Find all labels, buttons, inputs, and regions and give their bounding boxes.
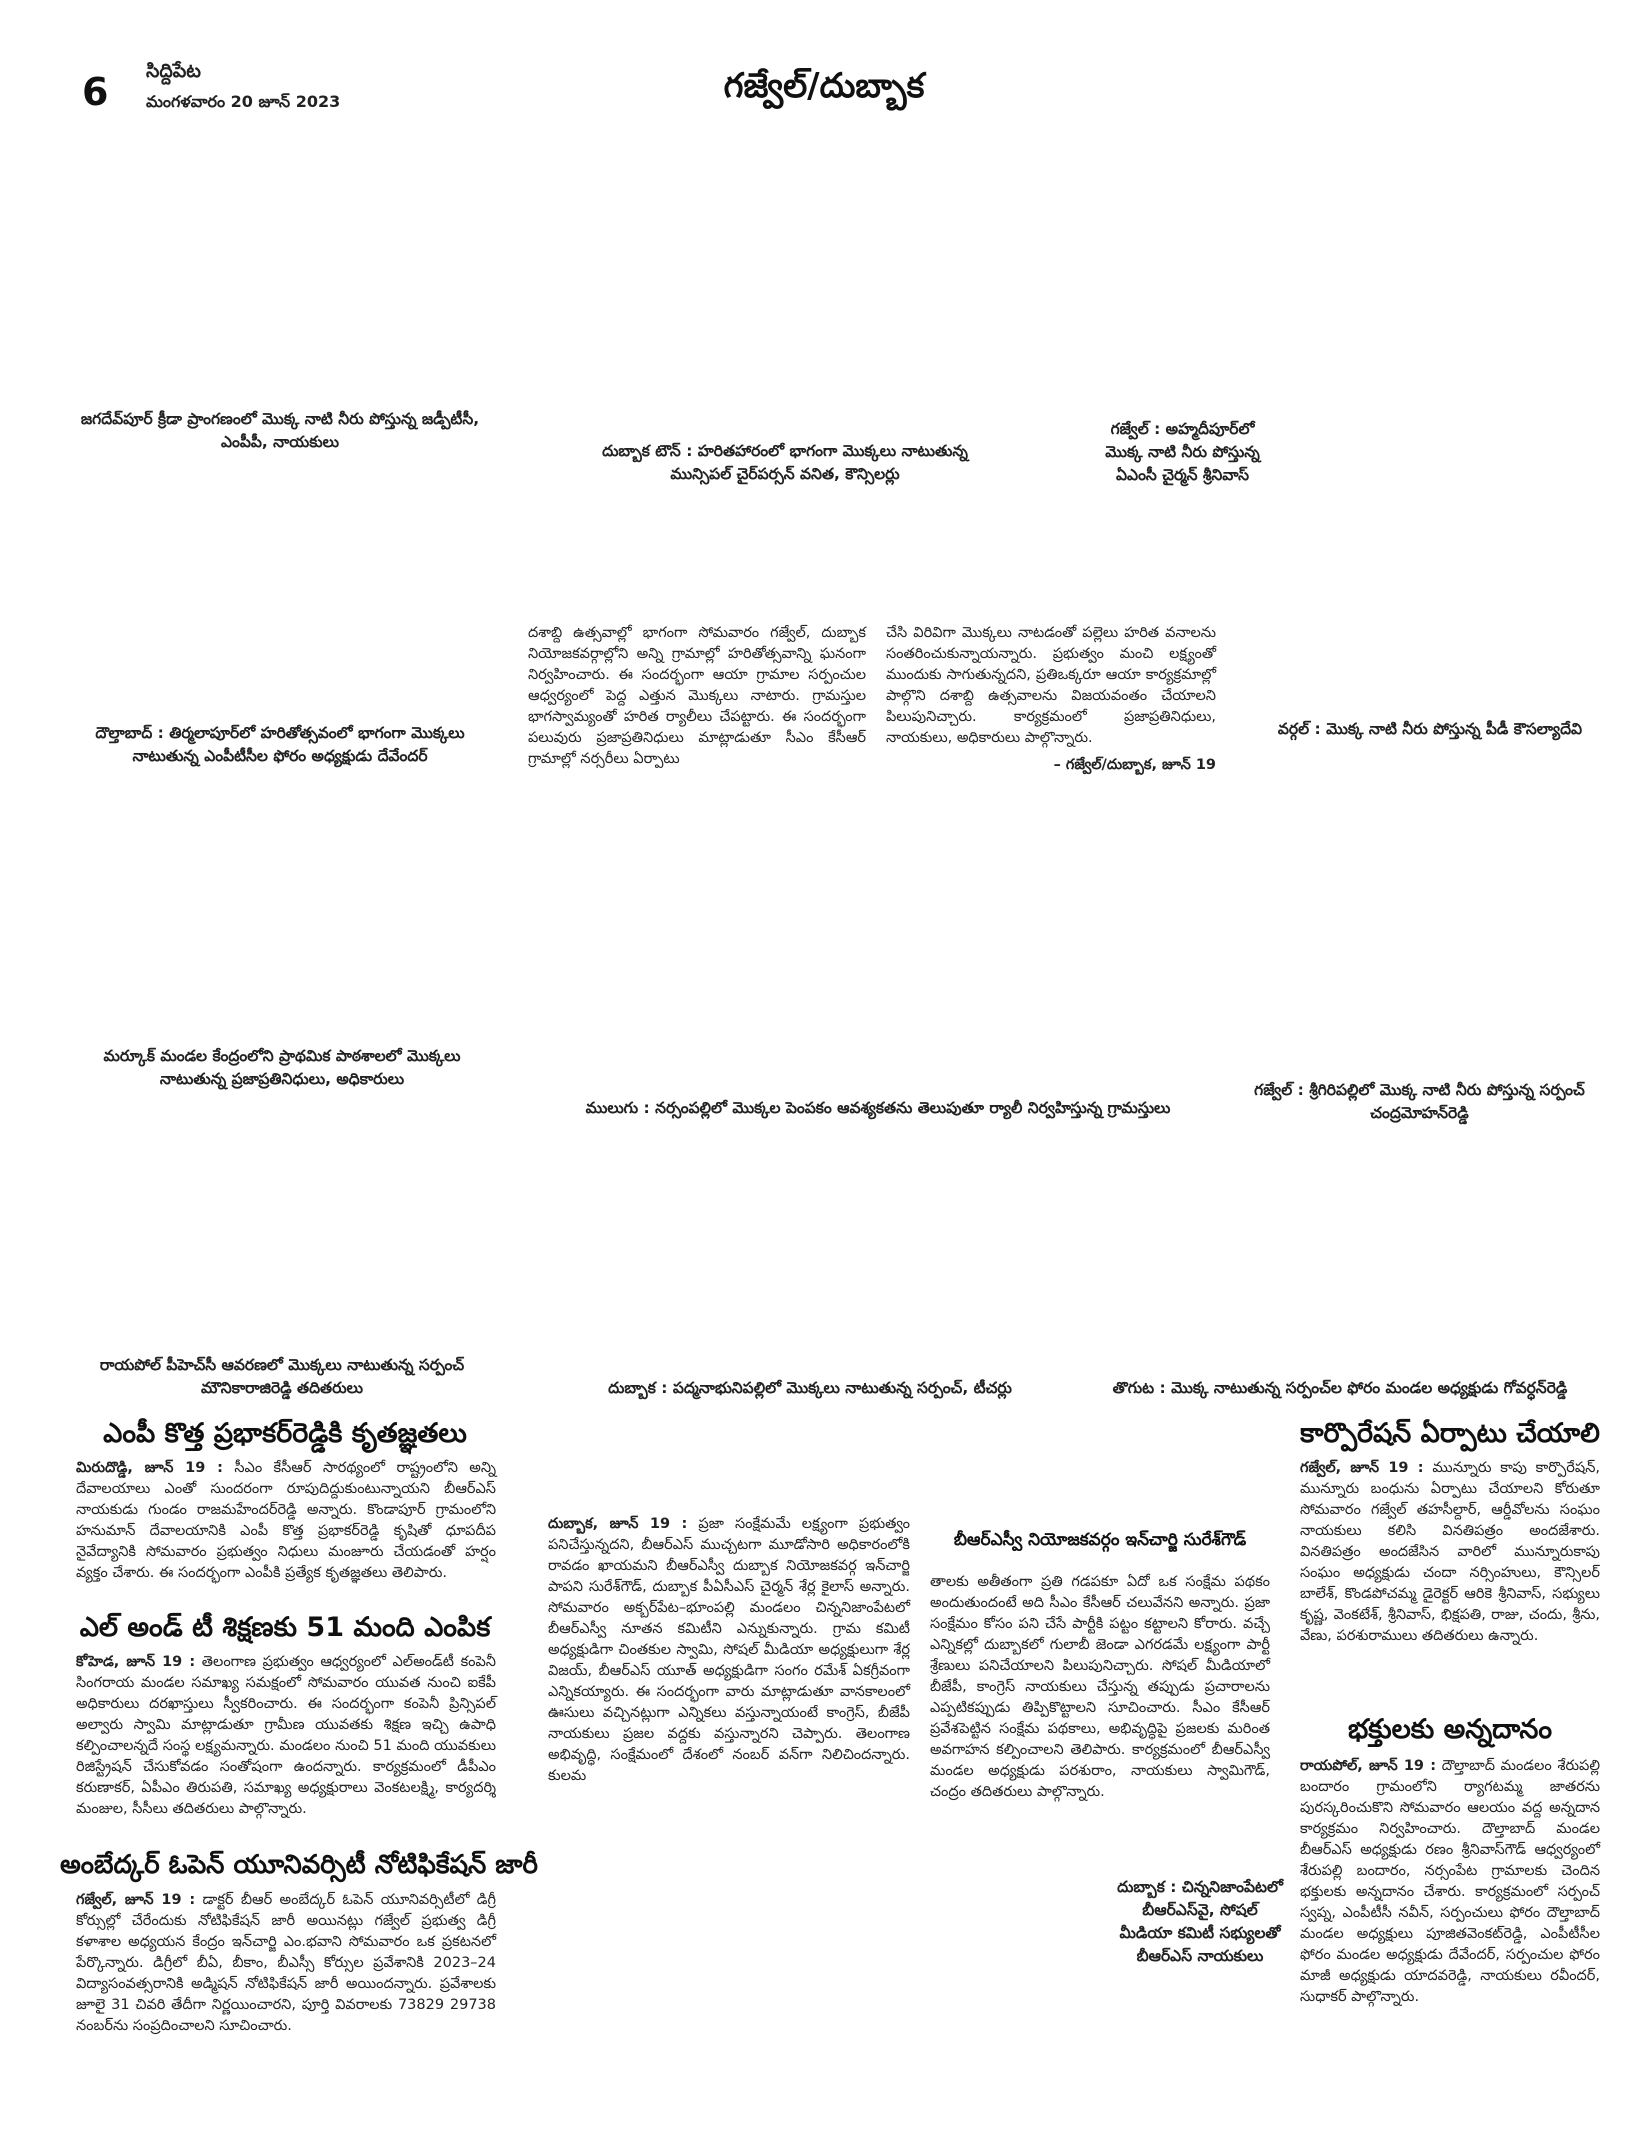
photo-caption: జగదేవ్‌పూర్ క్రీడా ప్రాంగణంలో మొక్క నాటి నీరు పోస్తున్న జడ్పీటీసీ, ఎంపీపీ, నాయకులు (80, 410, 480, 451)
story-body (548, 1514, 910, 1787)
story-text: మున్నూరు కాపు కార్పొరేషన్, మున్నూరు బంధును ఏర్పాటు చేయాలని కోరుతూ సోమవారం గజ్వేల్ తహసీల్దార్, ఆర్డీవోలను సంఘం నాయకులు కలిసి వినతిపత్రం అందజేశారు. వినతిపత్రం అందజేసిన వారిలో మున్నూరుకాపు సంఘం అధ్యక్షుడు చందా నర్సింహులు, కౌన్సిలర్ బాలేశ్, కొండపోచమ్మ డైరెక్టర్ ఆరికె శ్రీనివాస్, సభ్యులు కృష్ణ, వెంకటేశ్, శ్రీనివాస్, భిక్షపతి, రాజు, చందు, శ్రీను, వేణు, పరశురాములు తదితరులు ఉన్నారు. (1300, 1460, 1601, 1644)
photo-caption: గజ్వేల్ : శ్రీగిరిపల్లిలో మొక్క నాటి నీరు పోస్తున్న సర్పంచ్ చంద్రమోహన్‌రెడ్డి (1254, 1081, 1585, 1122)
story-body (1300, 1458, 1600, 1647)
photo-caption: వర్గల్ : మొక్క నాటి నీరు పోస్తున్న పీడీ కౌసల్యాదేవి (1277, 720, 1583, 738)
story-text: ప్రజా సంక్షేమమే లక్ష్యంగా ప్రభుత్వం పనిచేస్తున్నదని, బీఆర్‌ఎస్ ముచ్చటగా మూడోసారి అధికారంలోకి రావడం ఖాయమని బీఆర్‌ఎస్వీ దుబ్బాక నియోజకవర్గ ఇన్‌చార్జి పాపని సురేశ్‌గౌడ్, దుబ్బాక పీఏసీఎస్ చైర్మన్ శేర్ల కైలాస్ అన్నారు. సోమవారం అక్బర్‌పేట–భూంపల్లి మండలం చిన్ననిజాంపేటలో బీఆర్‌ఎస్వీ నూతన కమిటీని ఎన్నుకున్నారు. గ్రామ కమిటీ అధ్యక్షుడిగా చింతకుల స్వామి, సోషల్ మీడియా అధ్యక్షులుగా శేర్ల విజయ్, బీఆర్‌ఎస్ యూత్ అధ్యక్షుడిగా సంగం రమేశ్ ఏకగ్రీవంగా ఎన్నికయ్యారు. ఈ సందర్భంగా వారు మాట్లాడుతూ వానకాలంలో ఊసులు వచ్చినట్లుగా ఎన్నికలు వస్తున్నాయంటే కాంగ్రెస్, బీజేపీ నాయకులు ప్రజల వద్దకు వస్తున్నారని చెప్పారు. తెలంగాణ అభివృద్ధి, సంక్షేమంలో దేశంలో నంబర్ వన్‌గా నిలిచిందన్నారు. కులమ (548, 1516, 910, 1784)
story-body (76, 1652, 496, 1820)
story-headline: ఎల్ అండ్ టీ శిక్షణకు 51 మంది ఎంపిక (79, 1612, 491, 1643)
story-body (1300, 1756, 1600, 2008)
photo-caption: రాయపోల్ పీహెచ్‌సీ ఆవరణలో మొక్కలు నాటుతున్న సర్పంచ్ మౌనికారాజిరెడ్డి తదితరులు (99, 1356, 465, 1397)
photo-caption: ములుగు : నర్సంపల్లిలో మొక్కల పెంపకం ఆవశ్యకతను తెలుపుతూ ర్యాలీ నిర్వహిస్తున్న గ్రామస్తులు (585, 1099, 1171, 1117)
lead-story-text: చేసి విరివిగా మొక్కలు నాటడంతో పల్లెలు హరిత వనాలను సంతరించుకున్నాయన్నారు. ప్రభుత్వం మంచి లక్ష్యంతో ముందుకు సాగుతున్నదని, ప్రతిఒక్కరూ ఆయా కార్యక్రమాల్లో పాల్గొని దశాబ్ది ఉత్సవాలను విజయవంతం చేయాలని పిలుపునిచ్చారు. కార్యక్రమంలో ప్రజాప్రతినిధులు, నాయకులు, అధికారులు పాల్గొన్నారు. (886, 625, 1216, 746)
story-dateline: కోహెడ, జూన్ 19 : (76, 1654, 196, 1670)
story-headline: కార్పొరేషన్ ఏర్పాటు చేయాలి (1300, 1418, 1600, 1449)
photo-caption: దుబ్బాక : పద్మనాభునిపల్లిలో మొక్కలు నాటుతున్న సర్పంచ్, టీచర్లు (608, 1379, 1012, 1397)
lead-story-col2 (886, 623, 1216, 776)
story-text: సీఎం కేసీఆర్ సారథ్యంలో రాష్ట్రంలోని అన్ని దేవాలయాలు ఎంతో సుందరంగా రూపుదిద్దుకుంటున్నాయని బీఆర్‌ఎస్ నాయకుడు గుండం రాజమహేందర్‌రెడ్డి అన్నారు. కొండాపూర్ గ్రామంలోని హనుమాన్ దేవాలయానికి ఎంపీ కొత్త ప్రభాకర్‌రెడ్డి కృషితో ధూపదీప నైవేద్యానికి సోమవారం ప్రభుత్వం నిధులు మంజూరు చేయడంతో హర్షం వ్యక్తం చేశారు. ఈ సందర్భంగా ఎంపీకి ప్రత్యేక కృతజ్ఞతలు తెలిపారు. (76, 1460, 496, 1581)
story-text: డాక్టర్ బీఆర్ అంబేద్కర్ ఓపెన్ యూనివర్సిటీలో డిగ్రీ కోర్సుల్లో చేరేందుకు నోటిఫికేషన్ జారీ అయినట్లు గజ్వేల్ ప్రభుత్వ డిగ్రీ కళాశాల అధ్యయన కేంద్రం ఇన్‌చార్జి ఎం.భవాని సోమవారం ఒక ప్రకటనలో పేర్కొన్నారు. డిగ్రీలో బీఏ, బీకాం, బీఎస్సీ కోర్సుల ప్రవేశానికి 2023–24 విద్యాసంవత్సరానికి అడ్మిషన్ నోటిఫికేషన్ జారీ అయిందన్నారు. ప్రవేశాలకు జూలై 31 చివరి తేదీగా నిర్ణయించారని, పూర్తి వివరాలకు 73829 29738 నంబర్‌ను సంప్రదించాలని సూచించారు. (76, 1892, 496, 2034)
section-title: గజ్వేల్/దుబ్బాక (723, 66, 925, 106)
page-number: 6 (82, 70, 109, 114)
story-dateline: మిరుదొడ్డి, జూన్ 19 : (76, 1460, 223, 1476)
lead-story-col1: దశాబ్ది ఉత్సవాల్లో భాగంగా సోమవారం గజ్వేల్, దుబ్బాక నియోజకవర్గాల్లోని అన్ని గ్రామాల్లో హరితోత్సవాన్ని ఘనంగా నిర్వహించారు. ఈ సందర్భంగా ఆయా గ్రామాల సర్పంచుల ఆధ్వర్యంలో పెద్ద ఎత్తున మొక్కలు నాటారు. గ్రామస్తుల భాగస్వామ్యంతో హరిత ర్యాలీలు చేపట్టారు. ఈ సందర్భంగా పలువురు ప్రజాప్రతినిధులు మాట్లాడుతూ సీఎం కేసీఆర్ గ్రామాల్లో నర్సరీలు ఏర్పాటు (528, 625, 866, 767)
lead-story-credit: – గజ్వేల్/దుబ్బాక, జూన్ 19 (1053, 757, 1216, 773)
photo-caption: దౌల్తాబాద్ : తిర్మలాపూర్‌లో హరితోత్సవంలో భాగంగా మొక్కలు నాటుతున్న ఎంపీటీసీల ఫోరం అధ్యక్షుడు దేవేందర్ (95, 724, 465, 765)
photo-caption: గజ్వేల్ : అహ్మదీపూర్‌లో మొక్క నాటి నీరు పోస్తున్న ఏఎంసీ చైర్మన్ శ్రీనివాస్ (1105, 420, 1260, 484)
story-dateline: గజ్వేల్, జూన్ 19 : (76, 1892, 196, 1908)
story-dateline: దుబ్బాక, జూన్ 19 : (548, 1516, 688, 1532)
story-headline: భక్తులకు అన్నదానం (1347, 1714, 1553, 1745)
story-body (76, 1890, 496, 2037)
story-headline: అంబేద్కర్ ఓపెన్ యూనివర్సిటీ నోటిఫికేషన్ జారీ (60, 1850, 538, 1880)
story-body (76, 1458, 496, 1584)
edition-date: మంగళవారం 20 జూన్ 2023 (146, 92, 341, 111)
story-text: తెలంగాణ ప్రభుత్వం ఆధ్వర్యంలో ఎల్అండ్‌టీ కంపెనీ సింగరాయ మండల సమాఖ్య సమక్షంలో సోమవారం యువత నుంచి ఐకేపీ అధికారులు దరఖాస్తులు స్వీకరించారు. ఈ సందర్భంగా కంపెనీ ప్రిన్సిపల్ అల్వారు స్వామి మాట్లాడుతూ గ్రామీణ యువతకు శిక్షణ ఇచ్చి ఉపాధి కల్పించాలన్నదే సంస్థ లక్ష్యమన్నారు. మండలం నుంచి 51 మంది యువకులు రిజిస్ట్రేషన్ చేసుకోవడం సంతోషంగా ఉందన్నారు. కార్యక్రమంలో డీపీఎం కరుణాకర్, ఏపీఎం తిరుపతి, సమాఖ్య అధ్యక్షురాలు వెంకటలక్ష్మి, కార్యదర్శి మంజుల, సీసీలు తదితరులు పాల్గొన్నారు. (76, 1654, 496, 1817)
story-dateline: గజ్వేల్, జూన్ 19 : (1300, 1460, 1424, 1476)
story-dateline: రాయపోల్, జూన్ 19 : (1300, 1758, 1436, 1774)
photo-caption: తొగుట : మొక్క నాటుతున్న సర్పంచ్‌ల ఫోరం మండల అధ్యక్షుడు గోవర్ధన్‌రెడ్డి (1112, 1379, 1568, 1397)
photo-caption: దుబ్బాక : చిన్ననిజాంపేటలో బీఆర్‌ఎస్‌వై, సోషల్ మీడియా కమిటీ సభ్యులతో బీఆర్‌ఎస్ నాయకులు (1117, 1878, 1283, 1965)
edition-name: సిద్దిపేట (146, 60, 201, 82)
story-subheadline: బీఆర్‌ఎస్వీ నియోజకవర్గం ఇన్‌చార్జి సురేశ్‌గౌడ్ (953, 1530, 1247, 1550)
photo-caption: మర్కూక్ మండల కేంద్రంలోని ప్రాథమిక పాఠశాలలో మొక్కలు నాటుతున్న ప్రజాప్రతినిధులు, అధికారులు (103, 1047, 461, 1088)
photo-caption: దుబ్బాక టౌన్ : హరితహారంలో భాగంగా మొక్కలు నాటుతున్న మున్సిపల్ చైర్‌పర్సన్ వనిత, కౌన్సిలర్లు (602, 442, 968, 483)
story-headline: ఎంపీ కొత్త ప్రభాకర్‌రెడ్డికి కృతజ్ఞతలు (103, 1418, 467, 1449)
story-text: దౌల్తాబాద్ మండలం శేరుపల్లి బందారం గ్రామంలోని ర్యాగటమ్మ జాతరను పురస్కరించుకొని సోమవారం ఆలయం వద్ద అన్నదాన కార్యక్రమం నిర్వహించారు. దౌల్తాబాద్ మండల బీఆర్‌ఎస్ అధ్యక్షుడు రణం శ్రీనివాస్‌గౌడ్ ఆధ్వర్యంలో శేరుపల్లి బందారం, నర్సంపేట గ్రామాలకు చెందిన భక్తులకు అన్నదానం చేశారు. కార్యక్రమంలో సర్పంచ్ స్వప్న, ఎంపీటీసీ నవీన్, సర్పంచులు ఫోరం దౌల్తాబాద్ మండల అధ్యక్షులు పూజితవెంకట్‌రెడ్డి, ఎంపీటీసీల ఫోరం మండల అధ్యక్షుడు దేవేందర్, సర్పంచుల ఫోరం మాజీ అధ్యక్షుడు యాదవరెడ్డి, నాయకులు రవీందర్, సుధాకర్ పాల్గొన్నారు. (1300, 1758, 1600, 2005)
story-body-continued: తాలకు అతీతంగా ప్రతి గడపకూ ఏదో ఒక సంక్షేమ పథకం అందుతుందంటే అది సీఎం కేసీఆర్ చలువేనని అన్నారు. ప్రజా సంక్షేమం కోసం పని చేసే పార్టీకి పట్టం కట్టాలని కోరారు. వచ్చే ఎన్నికల్లో దుబ్బాకలో గులాబీ జెండా ఎగరడమే లక్ష్యంగా పార్టీ శ్రేణులు పనిచేయాలని పిలుపునిచ్చారు. సోషల్ మీడియాలో బీజేపీ, కాంగ్రెస్ నాయకులు చేస్తున్న తప్పుడు ప్రచారాలను ఎప్పటికప్పుడు తిప్పికొట్టాలని సూచించారు. సీఎం కేసీఆర్ ప్రవేశపెట్టిన సంక్షేమ పథకాలు, అభివృద్ధిపై ప్రజలకు మరింత అవగాహన కల్పించాలని తెలిపారు. కార్యక్రమంలో బీఆర్‌ఎస్వీ మండల అధ్యక్షుడు పరశురాం, నాయకులు స్వామిగౌడ్, చంద్రం తదితరులు పాల్గొన్నారు. (930, 1574, 1270, 1800)
